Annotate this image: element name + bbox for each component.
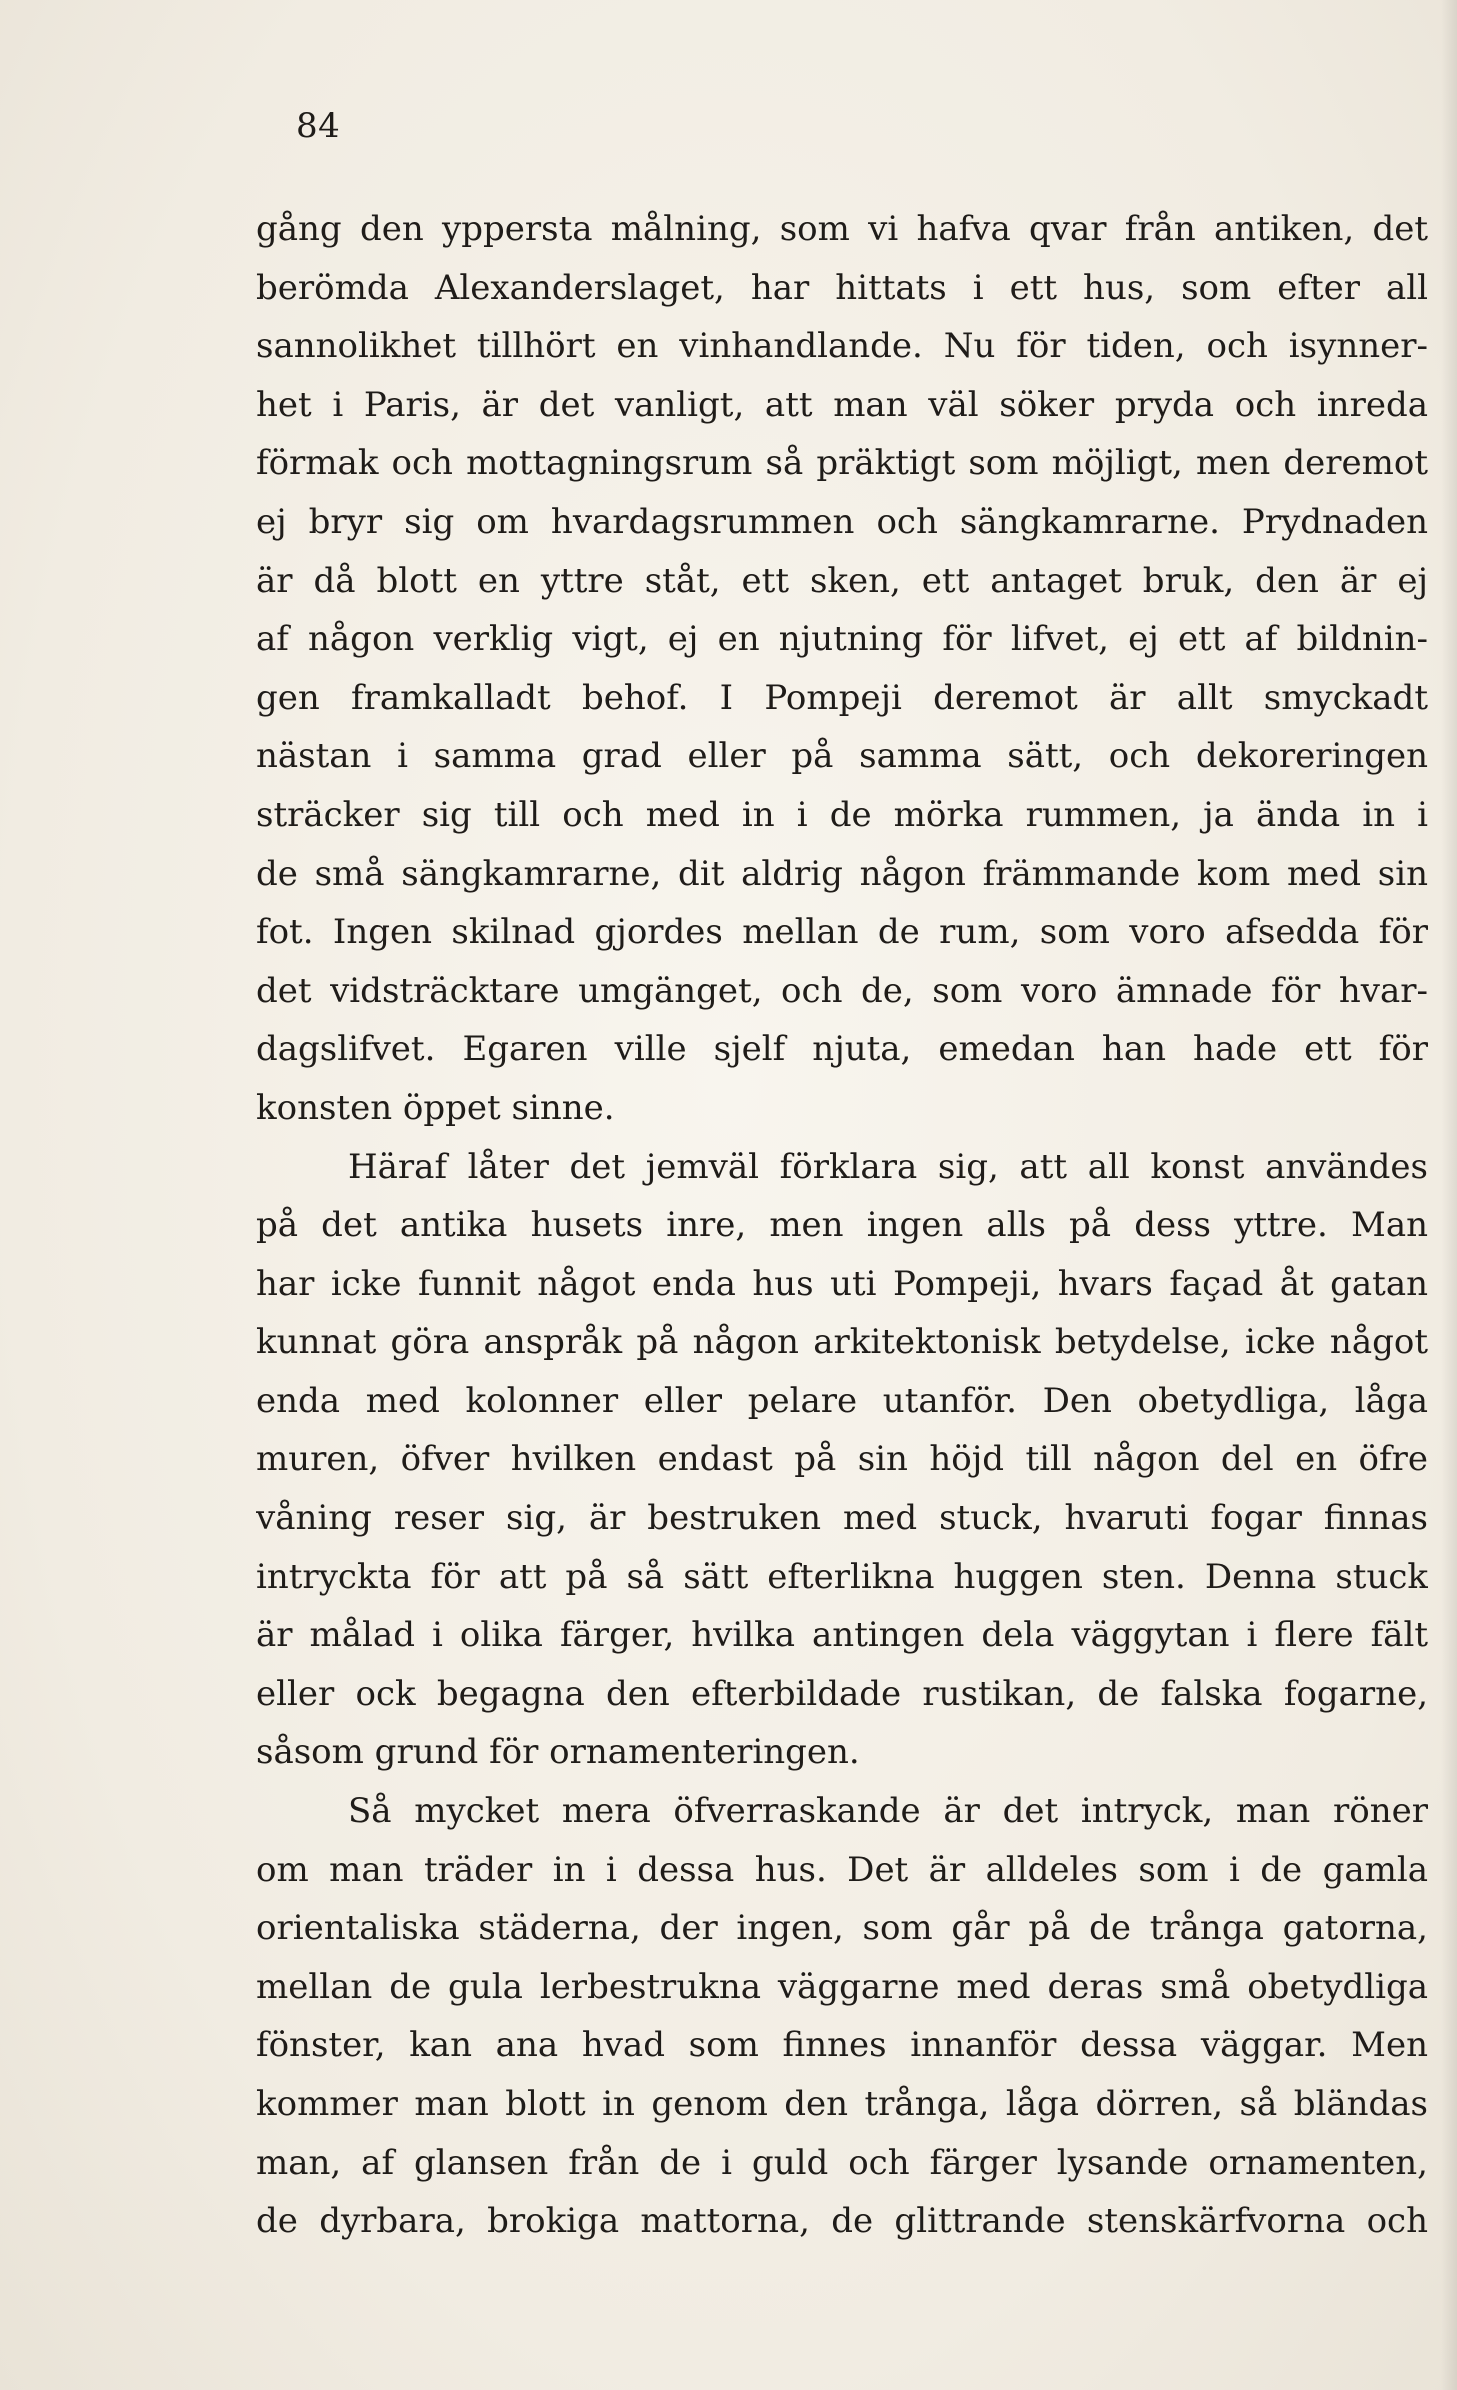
- text-line: på det antika husets inre, men ingen alls på dess yttre. Man: [256, 1205, 1428, 1246]
- body-text: [256, 200, 1428, 2251]
- text-line: intryckta för att på så sätt efterlikna huggen sten. Denna stuck: [256, 1556, 1428, 1597]
- text-line: nästan i samma grad eller på samma sätt, och dekoreringen: [256, 736, 1428, 777]
- text-line: muren, öfver hvilken endast på sin höjd till någon del en öfre: [256, 1439, 1428, 1480]
- text-line: ej bryr sig om hvardagsrummen och sängkamrarne. Prydnaden: [256, 501, 1428, 542]
- text-line: sträcker sig till och med in i de mörka rummen, ja ända in i: [256, 794, 1428, 835]
- text-line: våning reser sig, är bestruken med stuck, hvaruti fogar finnas: [256, 1498, 1428, 1539]
- text-line: såsom grund för ornamenteringen.: [256, 1732, 860, 1773]
- text-line: het i Paris, är det vanligt, att man väl söker pryda och inreda: [256, 384, 1428, 425]
- text-line: fönster, kan ana hvad som finnes innanför dessa väggar. Men: [256, 2025, 1428, 2066]
- text-line: de små sängkamrarne, dit aldrig någon främmande kom med sin: [256, 853, 1428, 894]
- text-line: Häraf låter det jemväl förklara sig, att all konst användes: [348, 1146, 1428, 1187]
- page-number: 84: [296, 106, 341, 146]
- text-line: enda med kolonner eller pelare utanför. Den obetydliga, låga: [256, 1380, 1428, 1421]
- text-line: de dyrbara, brokiga mattorna, de glittrande stenskärfvorna och: [256, 2201, 1428, 2242]
- text-line: konsten öppet sinne.: [256, 1087, 615, 1128]
- text-line: är målad i olika färger, hvilka antingen dela väggytan i flere fält: [256, 1615, 1428, 1656]
- text-line: mellan de gula lerbestrukna väggarne med deras små obetydliga: [256, 1966, 1428, 2007]
- text-line: berömda Alexanderslaget, har hittats i ett hus, som efter all: [256, 267, 1428, 308]
- text-line: gen framkalladt behof. I Pompeji deremot är allt smyckadt: [256, 677, 1428, 718]
- text-line: är då blott en yttre ståt, ett sken, ett antaget bruk, den är ej: [256, 560, 1428, 601]
- text-line: af någon verklig vigt, ej en njutning för lifvet, ej ett af bildnin-: [256, 619, 1428, 660]
- text-line: eller ock begagna den efterbildade rustikan, de falska fogarne,: [256, 1673, 1428, 1714]
- text-line: man, af glansen från de i guld och färger lysande ornamenten,: [256, 2142, 1428, 2183]
- text-line: fot. Ingen skilnad gjordes mellan de rum, som voro afsedda för: [256, 912, 1428, 953]
- text-line: har icke funnit något enda hus uti Pompeji, hvars façad åt gatan: [256, 1263, 1428, 1304]
- text-line: om man träder in i dessa hus. Det är alldeles som i de gamla: [256, 1849, 1428, 1890]
- text-line: kunnat göra anspråk på någon arkitektonisk betydelse, icke något: [256, 1322, 1428, 1363]
- text-line: förmak och mottagningsrum så präktigt som möjligt, men deremot: [256, 443, 1428, 484]
- text-line: kommer man blott in genom den trånga, låga dörren, så bländas: [256, 2084, 1428, 2124]
- text-line: gång den yppersta målning, som vi hafva qvar från antiken, det: [256, 209, 1428, 249]
- text-line: Så mycket mera öfverraskande är det intryck, man röner: [348, 1791, 1428, 1832]
- text-line: det vidsträcktare umgänget, och de, som voro ämnade för hvar-: [256, 970, 1428, 1011]
- page-edge-shadow: [1441, 0, 1457, 2390]
- text-line: orientaliska städerna, der ingen, som går på de trånga gatorna,: [256, 1908, 1428, 1949]
- text-line: dagslifvet. Egaren ville sjelf njuta, emedan han hade ett för: [256, 1029, 1428, 1070]
- text-line: sannolikhet tillhört en vinhandlande. Nu för tiden, och isynner-: [256, 326, 1428, 367]
